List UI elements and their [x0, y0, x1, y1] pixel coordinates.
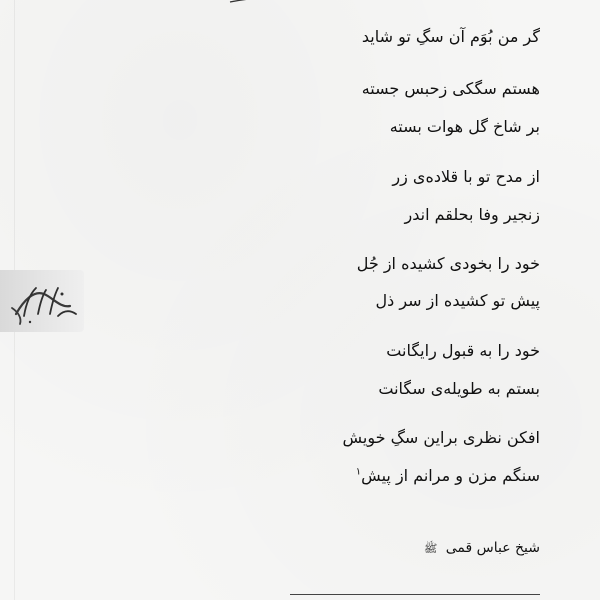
poem-line: خود را به قبول رایگانت: [386, 341, 540, 360]
poem-line: پیش تو کشیده از سر ذل: [375, 291, 540, 310]
signature: [424, 540, 540, 558]
footnote-mark: ۱: [355, 466, 362, 478]
poem-line: [356, 466, 540, 485]
poem-line: بستم به طویله‌ی سگانت: [378, 379, 540, 398]
poem-line: افکن نظری براین سگِ خویش: [342, 428, 540, 447]
poem-line: گر من بُوَم آن سگِ تو شاید: [361, 27, 540, 46]
bottom-rule: [290, 594, 540, 595]
poem-line: خود را بخودی کشیده از جُل: [356, 254, 540, 273]
poem-line: بر شاخ گل هوات بسته: [389, 117, 540, 136]
calligraphy-logo: [0, 270, 84, 332]
poem-line: هستم سگکی زحبس جسته: [361, 79, 540, 98]
calligraphy-logo-icon: [0, 270, 84, 332]
poem-line-text: سنگم مزن و مرانم از پیش: [361, 466, 540, 485]
partial-line-icon: [220, 0, 540, 10]
signature-honorific: ﷺ: [423, 542, 438, 555]
poem-line: زنجیر وفا بحلقم اندر: [404, 205, 540, 224]
poem-line: از مدح تو با قلاده‌ی زر: [392, 167, 540, 186]
signature-name: شیخ عباس قمی: [445, 540, 540, 556]
poem-line-cut: [220, 0, 540, 14]
